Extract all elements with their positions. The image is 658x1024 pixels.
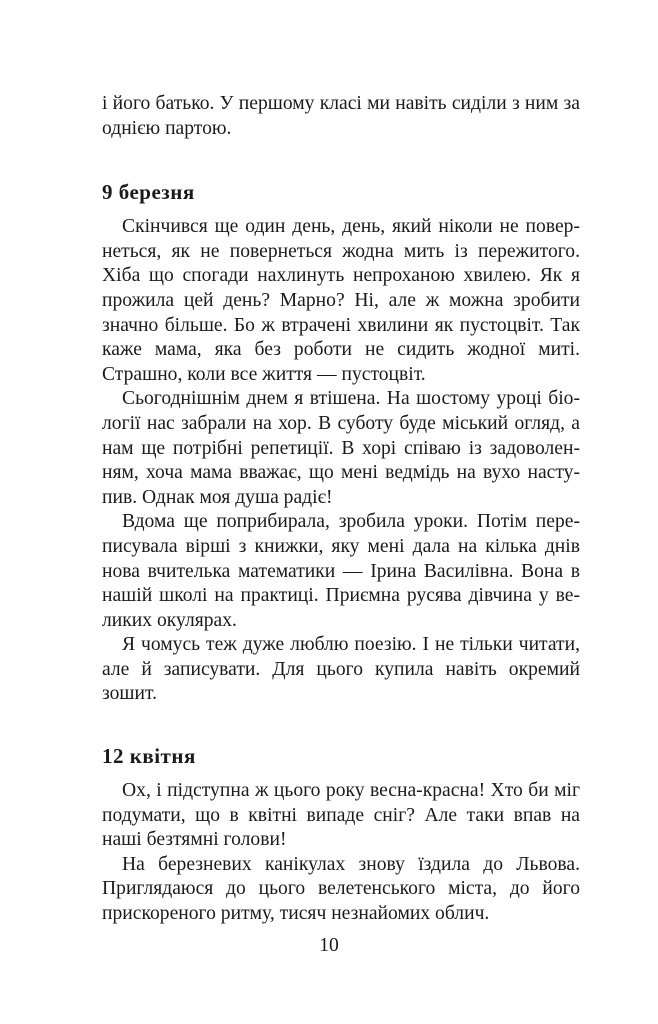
entry-paragraph: Вдома ще поприбирала, зробила уроки. Потім переписувала вірші з книжки, яку мені дала на кілька днів нова вчителька математики — Ірина Василівна. Вона в нашій школі на практиці. Приємна русява дівчина у великих окулярах. [102,511,580,631]
entry-paragraph: Ох, і підступна ж цього року весна-красна! Хто би міг подумати, що в квітні випаде сніг? Але таки впав на наші безтямні голови! [102,780,580,851]
entry-paragraph: Сьогоднішнім днем я втішена. На шостому уроці біології нас забрали на хор. В суботу буде міський огляд, а нам ще потрібні репетиції. В хорі співаю із задоволенням, хоча мама вважає, що мені ведмідь на вухо наступив. Однак моя душа радіє! [102,388,580,508]
entry-paragraph: Скінчився ще один день, день, який ніколи не повернеться, як не повернеться жодна мить із пережитого. Хіба що спогади нахлинуть непроханою хвилею. Як я прожила цей день? Марно? Ні, але ж можна зробити значно більше. Бо ж втрачені хвилини як пустоцвіт. Так каже мама, яка без роботи не сидить жодної миті. Страшно, коли все життя — пустоцвіт. [102,216,580,385]
page-body [102,92,580,927]
page-number: 10 [319,935,339,956]
intro-paragraph: і його батько. У першому класі ми навіть сиділи з ним за однією партою. [102,93,580,139]
entry-paragraph: Я чомусь теж дуже люблю поезію. І не тільки читати, але й записувати. Для цього купила навіть окремий зошит. [102,634,580,705]
entry-date-heading: 12 квітня [102,744,196,769]
entry-date-heading: 9 березня [102,180,195,205]
entry-paragraph: На березневих канікулах знову їздила до Львова. Приглядаюся до цього велетенського міста, до його прискореного ритму, тисяч незнайомих облич. [102,853,580,925]
